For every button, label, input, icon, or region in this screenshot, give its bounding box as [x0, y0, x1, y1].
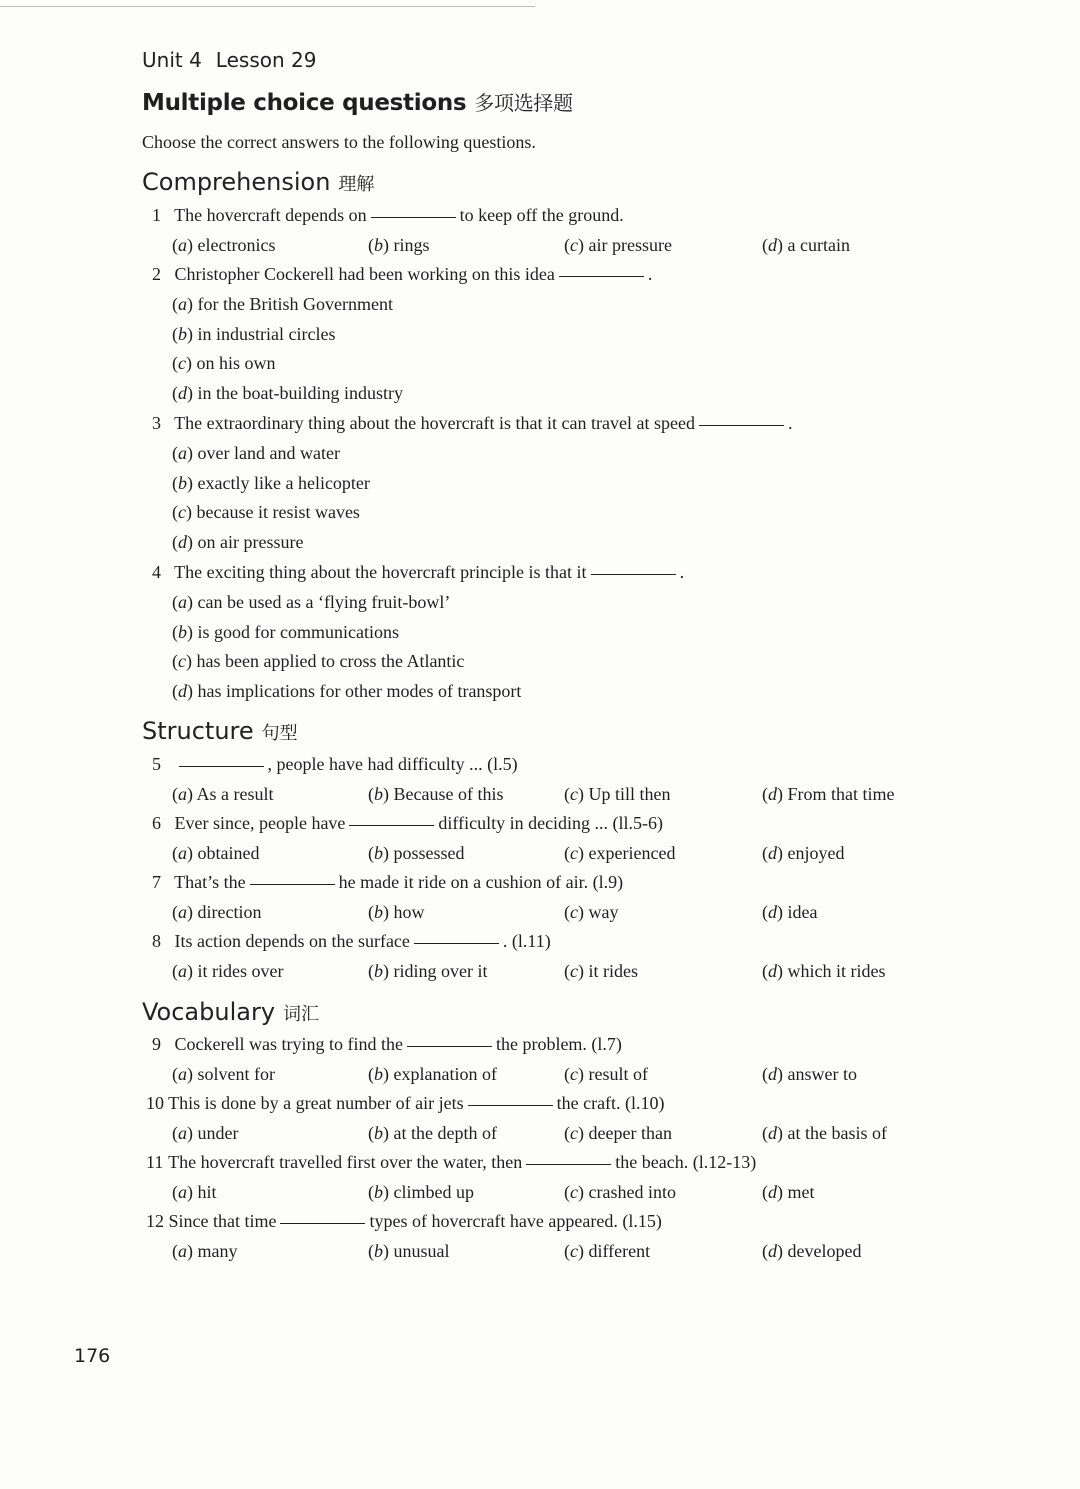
option-letter: (a)	[172, 1182, 198, 1202]
answer-option[interactable]	[564, 1241, 650, 1262]
answer-blank[interactable]	[468, 1104, 553, 1106]
answer-blank[interactable]	[559, 275, 644, 277]
option-text: explanation of	[393, 1064, 497, 1084]
option-letter: (b)	[368, 1123, 394, 1143]
option-text: is good for communications	[197, 622, 399, 642]
answer-option[interactable]	[172, 784, 274, 805]
option-text: in industrial circles	[197, 324, 336, 344]
option-letter: (b)	[368, 1182, 394, 1202]
option-text: because it resist waves	[196, 502, 360, 522]
option-letter: (a)	[172, 443, 198, 463]
option-letter: (d)	[172, 383, 198, 403]
option-text: enjoyed	[787, 843, 845, 863]
option-text: possessed	[393, 843, 465, 863]
option-letter: (a)	[172, 294, 198, 314]
section-title-cn: 词汇	[283, 1004, 320, 1025]
top-rule	[0, 6, 535, 7]
unit-label: Unit 4	[142, 48, 202, 72]
option-letter: (a)	[172, 1064, 198, 1084]
option-letter: (c)	[564, 1182, 589, 1202]
answer-option[interactable]	[564, 1182, 676, 1203]
option-letter: (c)	[564, 843, 589, 863]
question-number: 9	[152, 1034, 161, 1054]
option-letter: (c)	[564, 1123, 589, 1143]
question-text-after: he made it ride on a cushion of air. (l.9)	[338, 872, 624, 892]
option-text: under	[197, 1123, 239, 1143]
question-number: 11	[146, 1152, 164, 1172]
section-heading	[142, 168, 374, 196]
option-letter: (d)	[172, 681, 198, 701]
option-text: it rides over	[197, 961, 284, 981]
answer-option[interactable]	[172, 443, 340, 464]
question	[152, 1034, 622, 1055]
question	[146, 1093, 665, 1114]
question	[152, 813, 663, 834]
option-text: solvent for	[197, 1064, 275, 1084]
option-letter: (a)	[172, 592, 198, 612]
answer-option[interactable]	[172, 622, 399, 643]
answer-option[interactable]	[368, 1123, 497, 1144]
option-text: developed	[787, 1241, 862, 1261]
answer-option[interactable]	[762, 1241, 861, 1262]
option-letter: (b)	[368, 961, 394, 981]
question-number: 1	[152, 205, 161, 225]
option-text: exactly like a helicopter	[197, 473, 370, 493]
option-letter: (c)	[564, 1064, 589, 1084]
answer-option[interactable]	[564, 902, 619, 923]
answer-option[interactable]	[762, 1123, 887, 1144]
option-text: deeper than	[588, 1123, 672, 1143]
option-text: air pressure	[588, 235, 672, 255]
option-letter: (b)	[172, 473, 198, 493]
option-text: obtained	[197, 843, 260, 863]
option-text: idea	[787, 902, 818, 922]
option-letter: (b)	[368, 1241, 394, 1261]
option-letter: (b)	[368, 784, 394, 804]
question-text: Christopher Cockerell had been working on this idea	[170, 264, 555, 284]
answer-option[interactable]	[368, 1064, 497, 1085]
answer-option[interactable]	[172, 294, 393, 315]
question-number: 4	[152, 562, 161, 582]
option-text: electronics	[197, 235, 276, 255]
answer-blank[interactable]	[414, 942, 499, 944]
option-text: many	[197, 1241, 238, 1261]
option-text: Up till then	[588, 784, 671, 804]
option-letter: (d)	[762, 235, 788, 255]
question	[146, 1152, 756, 1173]
option-letter: (d)	[762, 961, 788, 981]
answer-blank[interactable]	[371, 216, 456, 218]
option-text: experienced	[588, 843, 676, 863]
instruction: Choose the correct answers to the following questions.	[142, 132, 536, 152]
question-number: 7	[152, 872, 161, 892]
option-letter: (c)	[564, 1241, 589, 1261]
option-text: at the basis of	[787, 1123, 887, 1143]
answer-blank[interactable]	[526, 1163, 611, 1165]
question-number: 12	[146, 1211, 164, 1231]
option-letter: (a)	[172, 961, 198, 981]
answer-option[interactable]	[564, 1123, 672, 1144]
answer-option[interactable]	[564, 235, 672, 256]
option-text: over land and water	[197, 443, 340, 463]
question-text: Since that time	[164, 1211, 277, 1231]
question-text-after: .	[787, 413, 793, 433]
title-en: Multiple choice questions	[142, 90, 467, 116]
option-text: Because of this	[393, 784, 504, 804]
option-text: can be used as a ‘flying fruit-bowl’	[197, 592, 451, 612]
question-number: 5	[152, 754, 161, 774]
answer-blank[interactable]	[179, 765, 264, 767]
section-title: Structure	[142, 717, 254, 745]
answer-blank[interactable]	[699, 424, 784, 426]
answer-option[interactable]	[172, 502, 360, 523]
answer-blank[interactable]	[591, 573, 676, 575]
option-letter: (b)	[368, 235, 394, 255]
option-letter: (d)	[762, 1064, 788, 1084]
answer-option[interactable]	[564, 843, 675, 864]
question-text-after: types of hovercraft have appeared. (l.15)	[369, 1211, 662, 1231]
question-text: Cockerell was trying to find the	[170, 1034, 403, 1054]
answer-option[interactable]	[172, 1182, 217, 1203]
option-text: different	[588, 1241, 651, 1261]
option-text: crashed into	[588, 1182, 676, 1202]
answer-blank[interactable]	[250, 883, 335, 885]
answer-option[interactable]	[172, 843, 259, 864]
question-text: This is done by a great number of air jets	[164, 1093, 464, 1113]
answer-option[interactable]	[564, 961, 638, 982]
section-title: Comprehension	[142, 168, 331, 196]
question-number: 2	[152, 264, 161, 284]
option-letter: (a)	[172, 1241, 198, 1261]
question	[152, 264, 652, 285]
answer-option[interactable]	[762, 1182, 815, 1203]
option-text: how	[393, 902, 425, 922]
question	[152, 562, 684, 583]
question-text-after: .	[647, 264, 653, 284]
answer-option[interactable]	[172, 681, 521, 702]
option-letter: (d)	[762, 902, 788, 922]
option-letter: (c)	[172, 651, 197, 671]
option-letter: (b)	[368, 902, 394, 922]
answer-option[interactable]	[368, 843, 465, 864]
unit-lesson-label	[142, 48, 316, 72]
option-letter: (c)	[564, 902, 589, 922]
answer-option[interactable]	[172, 235, 275, 256]
option-text: met	[787, 1182, 815, 1202]
option-letter: (b)	[368, 843, 394, 863]
answer-option[interactable]	[172, 473, 370, 494]
answer-blank[interactable]	[349, 824, 434, 826]
title-cn: 多项选择题	[474, 91, 573, 115]
page-title	[142, 87, 573, 116]
option-letter: (d)	[762, 1182, 788, 1202]
option-text: result of	[588, 1064, 648, 1084]
option-text: riding over it	[393, 961, 488, 981]
question-text: Its action depends on the surface	[170, 931, 410, 951]
answer-option[interactable]	[172, 592, 450, 613]
option-letter: (b)	[172, 622, 198, 642]
question-text: The hovercraft travelled first over the water, then	[164, 1152, 523, 1172]
answer-option[interactable]	[762, 961, 885, 982]
option-letter: (d)	[172, 532, 198, 552]
answer-option[interactable]	[564, 784, 671, 805]
answer-blank[interactable]	[280, 1222, 365, 1224]
option-text: From that time	[787, 784, 895, 804]
question	[146, 1211, 662, 1232]
answer-option[interactable]	[564, 1064, 648, 1085]
answer-option[interactable]	[172, 353, 276, 374]
option-text: climbed up	[393, 1182, 474, 1202]
option-text: unusual	[393, 1241, 450, 1261]
answer-option[interactable]	[762, 902, 817, 923]
question-number: 8	[152, 931, 161, 951]
section-heading	[142, 998, 319, 1026]
option-text: has implications for other modes of transport	[197, 681, 522, 701]
answer-option[interactable]	[762, 1064, 857, 1085]
option-text: answer to	[787, 1064, 857, 1084]
answer-option[interactable]	[172, 651, 464, 672]
option-letter: (a)	[172, 843, 198, 863]
section-title: Vocabulary	[142, 998, 276, 1026]
option-letter: (c)	[564, 235, 589, 255]
answer-option[interactable]	[172, 902, 261, 923]
question-text: The extraordinary thing about the hovercraft is that it can travel at speed	[170, 413, 695, 433]
question-text: Ever since, people have	[170, 813, 346, 833]
option-letter: (c)	[564, 784, 589, 804]
answer-option[interactable]	[368, 1182, 474, 1203]
option-letter: (b)	[172, 324, 198, 344]
section-title-cn: 句型	[261, 723, 298, 744]
option-text: a curtain	[787, 235, 850, 255]
question-number: 6	[152, 813, 161, 833]
answer-option[interactable]	[172, 532, 303, 553]
option-text: for the British Government	[197, 294, 393, 314]
answer-option[interactable]	[762, 843, 844, 864]
answer-option[interactable]	[172, 383, 403, 404]
answer-option[interactable]	[368, 235, 430, 256]
question	[152, 754, 518, 775]
answer-option[interactable]	[368, 1241, 450, 1262]
question-text-after: to keep off the ground.	[459, 205, 624, 225]
option-text: on air pressure	[197, 532, 304, 552]
option-letter: (a)	[172, 1123, 198, 1143]
option-letter: (a)	[172, 784, 197, 804]
option-text: way	[588, 902, 619, 922]
option-text: direction	[197, 902, 262, 922]
option-text: at the depth of	[393, 1123, 497, 1143]
option-letter: (c)	[172, 502, 197, 522]
option-text: As a result	[196, 784, 274, 804]
answer-option[interactable]	[368, 902, 425, 923]
option-letter: (b)	[368, 1064, 394, 1084]
question	[152, 931, 551, 952]
option-text: it rides	[588, 961, 638, 981]
question-number: 3	[152, 413, 161, 433]
question-number: 10	[146, 1093, 164, 1113]
option-letter: (a)	[172, 235, 198, 255]
question-text-after: the craft. (l.10)	[556, 1093, 665, 1113]
option-text: on his own	[196, 353, 276, 373]
option-text: in the boat-building industry	[197, 383, 403, 403]
answer-option[interactable]	[172, 1241, 238, 1262]
question-text-after: .	[679, 562, 685, 582]
lesson-label: Lesson 29	[215, 48, 317, 72]
question-text: That’s the	[170, 872, 246, 892]
option-letter: (d)	[762, 1123, 788, 1143]
answer-option[interactable]	[172, 1123, 238, 1144]
option-text: hit	[197, 1182, 217, 1202]
option-letter: (d)	[762, 784, 788, 804]
option-letter: (c)	[172, 353, 197, 373]
answer-option[interactable]	[762, 784, 895, 805]
question	[152, 413, 792, 434]
option-letter: (a)	[172, 902, 198, 922]
section-heading	[142, 717, 298, 745]
answer-option[interactable]	[368, 961, 487, 982]
answer-option[interactable]	[172, 961, 283, 982]
answer-option[interactable]	[172, 324, 335, 345]
question-text-after: . (l.11)	[502, 931, 551, 951]
answer-option[interactable]	[368, 784, 503, 805]
option-letter: (c)	[564, 961, 589, 981]
answer-option[interactable]	[762, 235, 850, 256]
question-text: The hovercraft depends on	[170, 205, 367, 225]
option-letter: (d)	[762, 1241, 788, 1261]
answer-option[interactable]	[172, 1064, 275, 1085]
question-text-after: , people have had difficulty ... (l.5)	[267, 754, 518, 774]
page-number: 176	[74, 1345, 111, 1367]
question-text: The exciting thing about the hovercraft principle is that it	[170, 562, 587, 582]
answer-blank[interactable]	[407, 1045, 492, 1047]
question-text-after: difficulty in deciding ... (ll.5-6)	[438, 813, 664, 833]
option-text: which it rides	[787, 961, 886, 981]
question-text-after: the beach. (l.12-13)	[615, 1152, 757, 1172]
option-text: rings	[393, 235, 430, 255]
question-text-after: the problem. (l.7)	[495, 1034, 622, 1054]
option-text: has been applied to cross the Atlantic	[196, 651, 465, 671]
question	[152, 872, 623, 893]
option-letter: (d)	[762, 843, 788, 863]
section-title-cn: 理解	[338, 174, 375, 195]
question	[152, 205, 624, 226]
